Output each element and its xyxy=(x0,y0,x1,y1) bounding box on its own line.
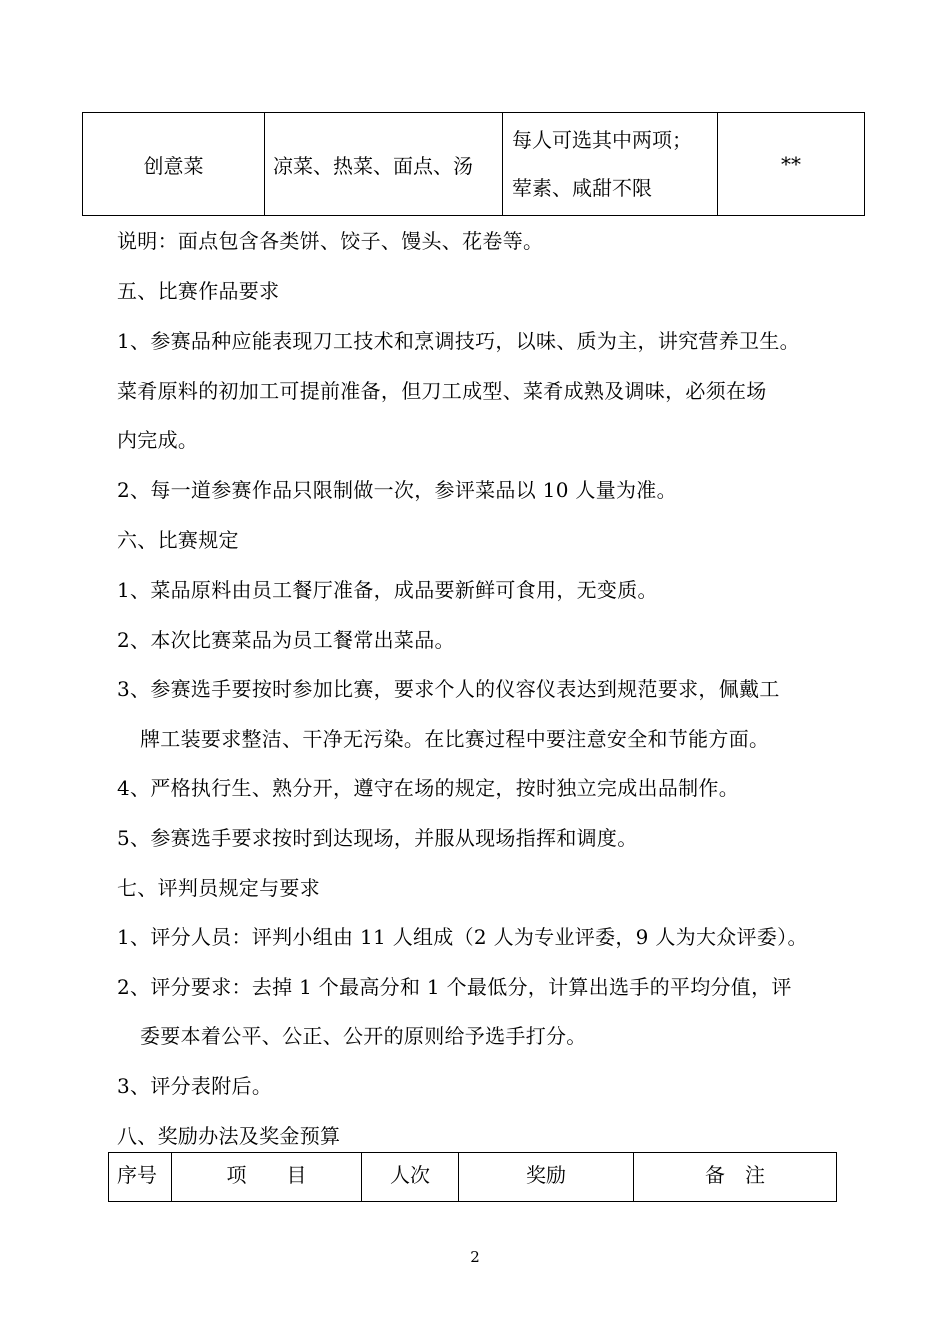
section-5-item-2: 2、每一道参赛作品只限制做一次，参评菜品以 10 人量为准。 xyxy=(117,478,677,502)
section-7-title: 七、评判员规定与要求 xyxy=(117,876,320,900)
section-5-title: 五、比赛作品要求 xyxy=(117,279,280,303)
note-cell xyxy=(503,113,718,216)
table-row xyxy=(83,113,865,216)
page-number: 2 xyxy=(470,1248,480,1266)
section-7-item-2-line-2: 委要本着公平、公正、公开的原则给予选手打分。 xyxy=(140,1024,587,1048)
section-6-title: 六、比赛规定 xyxy=(117,528,239,552)
header-item: 项 目 xyxy=(172,1153,362,1202)
category-cell: 创意菜 xyxy=(83,113,265,216)
section-5-item-1-line-2: 菜肴原料的初加工可提前准备，但刀工成型、菜肴成熟及调味，必须在场 xyxy=(117,379,767,403)
section-6-item-3-line-1: 3、参赛选手要按时参加比赛，要求个人的仪容仪表达到规范要求，佩戴工 xyxy=(117,677,780,701)
section-5-item-1-line-3: 内完成。 xyxy=(117,428,199,452)
section-8-title: 八、奖励办法及奖金预算 xyxy=(117,1124,341,1148)
section-6-item-5: 5、参赛选手要求按时到达现场，并服从现场指挥和调度。 xyxy=(117,826,638,850)
section-5-item-1-line-1: 1、参赛品种应能表现刀工技术和烹调技巧，以味、质为主，讲究营养卫生。 xyxy=(117,329,800,353)
explanation-text: 说明：面点包含各类饼、饺子、馒头、花卷等。 xyxy=(117,229,544,253)
remark-cell: ** xyxy=(718,113,865,216)
header-remark: 备 注 xyxy=(634,1153,837,1202)
note-line-1: 每人可选其中两项； xyxy=(512,128,692,152)
section-7-item-2-line-1: 2、评分要求：去掉 1 个最高分和 1 个最低分，计算出选手的平均分值，评 xyxy=(117,975,792,999)
section-7-item-1: 1、评分人员：评判小组由 11 人组成（2 人为专业评委，9 人为大众评委）。 xyxy=(117,925,808,949)
section-6-item-1: 1、菜品原料由员工餐厅准备，成品要新鲜可食用，无变质。 xyxy=(117,578,658,602)
header-count: 人次 xyxy=(362,1153,459,1202)
section-6-item-3-line-2: 牌工装要求整洁、干净无污染。在比赛过程中要注意安全和节能方面。 xyxy=(140,727,770,751)
table-header-row xyxy=(109,1153,837,1202)
reward-table xyxy=(108,1152,837,1202)
header-index: 序号 xyxy=(109,1153,172,1202)
header-reward: 奖励 xyxy=(459,1153,634,1202)
dish-category-table xyxy=(82,112,865,216)
section-6-item-4: 4、严格执行生、熟分开，遵守在场的规定，按时独立完成出品制作。 xyxy=(117,776,740,800)
section-7-item-3: 3、评分表附后。 xyxy=(117,1074,273,1098)
note-line-2: 荤素、咸甜不限 xyxy=(512,176,652,200)
types-cell: 凉菜、热菜、面点、汤 xyxy=(265,113,503,216)
section-6-item-2: 2、本次比赛菜品为员工餐常出菜品。 xyxy=(117,628,455,652)
